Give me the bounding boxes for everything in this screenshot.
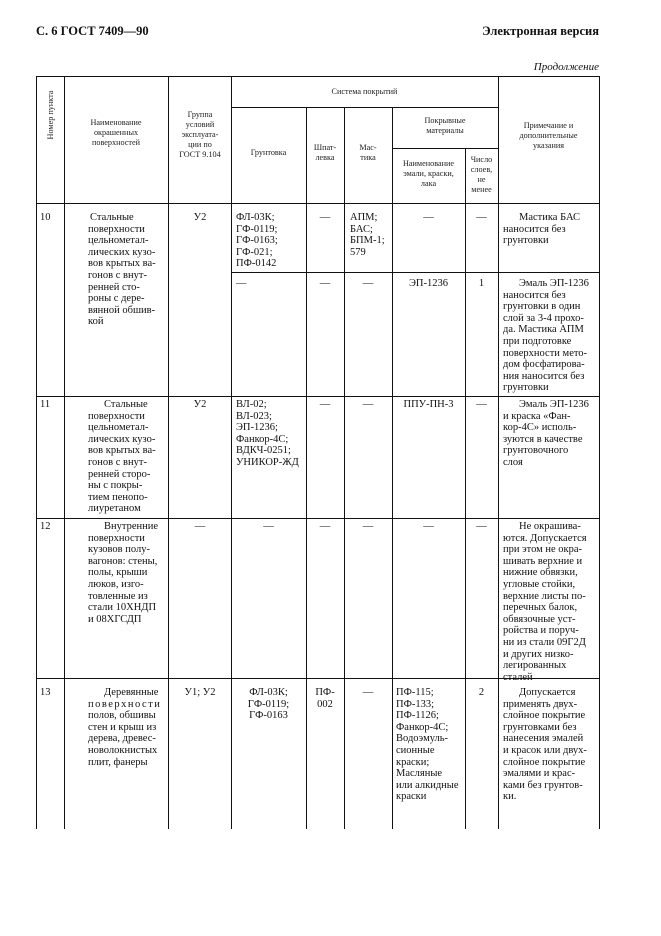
- row10a-primer: ФЛ-03К; ГФ-0119; ГФ-0163; ГФ-021; ПФ-0142: [236, 212, 278, 270]
- row13-note: Допускается применять двух- слойное покрытие грунтовками без нанесения эмалей и красок или двух- слойное покрытие эмалями и крас- ками без грунтов- ки.: [503, 687, 587, 803]
- row11-number: 11: [40, 399, 51, 410]
- header-cover-name: Наименование эмали, краски, лака: [402, 159, 454, 188]
- header-group: Группа условий эксплуата- ции по ГОСТ 9.104: [179, 110, 221, 159]
- row12-putty: —: [319, 521, 331, 532]
- header-putty: Шпат- левка: [313, 143, 337, 162]
- row12-primer: —: [263, 521, 274, 532]
- row11-mastic: —: [362, 399, 374, 410]
- header-note: Примечание и дополнительные указания: [519, 121, 578, 150]
- header-system: Система покрытий: [331, 87, 398, 96]
- row10a-putty: —: [319, 212, 331, 223]
- row12-surface: Внутренние поверхности кузовов полу- вагонов: стены, полы, крыши люков, изго- товленные из стали 10ХНДП и 08ХГСДП: [88, 521, 159, 625]
- row12-number: 12: [40, 521, 51, 532]
- row13-surface: Деревянные поверхности полов, обшивы стен и крыш из дерева, древес- новолокнистых плит, фанеры: [88, 687, 162, 768]
- row11-layers: —: [476, 399, 487, 410]
- row13-cover-name: ПФ-115; ПФ-133; ПФ-1126; Фанкор-4С; Водоэмуль- сионные краски; Масляные или алкидные краски: [396, 687, 459, 803]
- row13-putty: ПФ- 002: [315, 687, 335, 710]
- col-line-5: [344, 107, 345, 829]
- row11-surface: Стальные поверхности цельнометал- лических кузо- вов крытых ва- гонов с внут- ренней сторо- ны с покры- тием пенопо- лиуретаном: [88, 399, 156, 515]
- col-line-7: [465, 148, 466, 829]
- row11-cover-name: ППУ-ПН-3: [403, 399, 454, 410]
- row10-number: 10: [40, 212, 51, 223]
- row12-group: —: [194, 521, 206, 532]
- row10b-note: Эмаль ЭП-1236 наносится без грунтовки в один слой за 3-4 прохо- да. Мастика АПМ при подготовке поверхности мето- дом фосфатирова- ния наносится без грунтовки: [503, 278, 589, 394]
- row10-surface: Стальные поверхности цельнометал- лических кузо- вов крытых ва- гонов с внут- ренней сто- роны с дере- вянной обшив- кой: [88, 212, 156, 328]
- col-line-2: [168, 76, 169, 829]
- row10b-primer: —: [236, 278, 247, 289]
- row10b-layers: 1: [478, 278, 485, 289]
- col-line-1: [64, 76, 65, 829]
- header-mastic: Мас- тика: [359, 143, 377, 162]
- row12-layers: —: [476, 521, 487, 532]
- header-item-number: Номер пункта: [46, 90, 55, 140]
- row10-sub-divider: [231, 272, 599, 273]
- row-divider-11: [36, 396, 599, 397]
- page-header-right: Электронная версия: [482, 24, 599, 38]
- row12-note: Не окрашива- ются. Допускается при этом не окра- шивать верхние и нижние обвязки, угловые стойки, верхние листы по- перечных балок, обвязочные уст- ройства и поруч- ни из стали 09Г2Д и других низко- легированных сталей: [503, 521, 587, 683]
- col-line-left: [36, 76, 37, 829]
- row-divider-12: [36, 518, 599, 519]
- row10b-mastic: —: [362, 278, 374, 289]
- row10b-cover-name: ЭП-1236: [408, 278, 448, 289]
- row10a-cover-name: —: [423, 212, 434, 223]
- row11-group: У2: [193, 399, 207, 410]
- row11-putty: —: [319, 399, 331, 410]
- row13-primer: ФЛ-03К; ГФ-0119; ГФ-0163: [247, 687, 290, 722]
- header-primer: Грунтовка: [250, 148, 287, 157]
- header-bottom-rule: [36, 203, 599, 204]
- cover-subheader-rule: [392, 148, 498, 149]
- row13-mastic: —: [362, 687, 374, 698]
- header-surface: Наименование окрашенных поверхностей: [90, 118, 142, 147]
- row12-cover-name: —: [423, 521, 434, 532]
- row12-mastic: —: [362, 521, 374, 532]
- row10a-layers: —: [476, 212, 487, 223]
- row11-primer: ВЛ-02; ВЛ-023; ЭП-1236; Фанкор-4С; ВДКЧ-0251; УНИКОР-ЖД: [236, 399, 299, 468]
- header-cover-layers: Число слоев, не менее: [470, 155, 493, 194]
- row10-group: У2: [193, 212, 207, 223]
- continuation-label: Продолжение: [533, 61, 599, 73]
- col-line-8: [498, 76, 499, 829]
- row11-note: Эмаль ЭП-1236 и краска «Фан- кор-4С» исполь- зуются в качестве грунтовочного слоя: [503, 399, 589, 468]
- row13-layers: 2: [478, 687, 485, 698]
- row13-number: 13: [40, 687, 51, 698]
- row10a-mastic: АПМ; БАС; БПМ-1; 579: [350, 212, 385, 258]
- row10a-note: Мастика БАС наносится без грунтовки: [503, 212, 581, 247]
- page-header-left: С. 6 ГОСТ 7409—90: [36, 24, 149, 38]
- table-top-rule: [36, 76, 599, 77]
- col-line-right: [599, 76, 600, 829]
- row10b-putty: —: [319, 278, 331, 289]
- system-subheader-rule: [231, 107, 498, 108]
- header-cover: Покрывные материалы: [424, 116, 466, 135]
- row13-group: У1; У2: [184, 687, 216, 698]
